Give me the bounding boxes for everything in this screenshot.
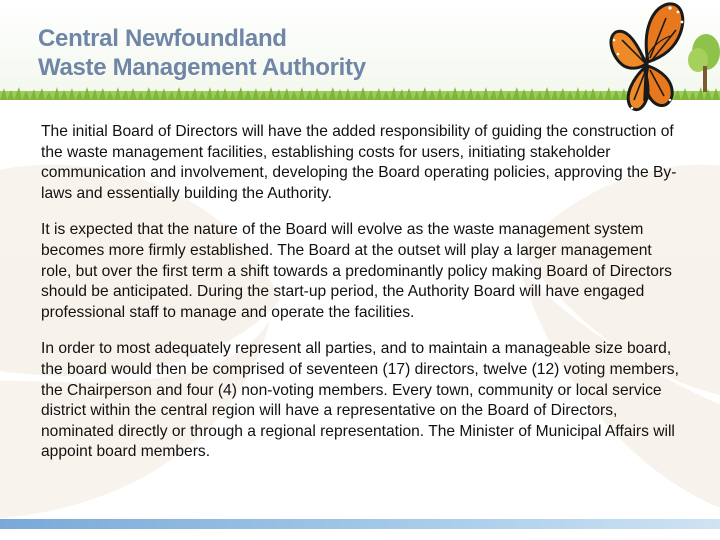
title-line-2: Waste Management Authority <box>38 54 366 81</box>
footer-bar <box>0 519 720 529</box>
paragraph-board-evolution: It is expected that the nature of the Board will evolve as the waste management system becomes more firmly established. The Board at the outset will play a larger management role, but over the first term a shift towards a predominantly policy making Board of Directors should be anticipated. During the start-up period, the Authority Board will have engaged professional staff to manage and operate the facilities. <box>41 221 672 321</box>
paragraph-board-responsibilities: The initial Board of Directors will have the added responsibility of guiding the construction of the waste management facilities, establishing costs for users, initiating stakeholder communication and involvement, developing the Board operating policies, approving the By-laws and essentially building the Authority. <box>41 123 677 202</box>
organization-title <box>38 24 366 82</box>
body-content <box>41 122 681 479</box>
title-line-1: Central Newfoundland <box>38 25 287 52</box>
monarch-butterfly-illustration <box>590 0 700 120</box>
paragraph-board-composition: In order to most adequately represent all parties, and to maintain a manageable size board, the board would then be comprised of seventeen (17) directors, twelve (12) voting members, the Chairperson and four (4) non-voting members. Every town, community or local service district within the central region will have a representative on the Board of Directors, nominated directly or through a regional representation. The Minister of Municipal Affairs will appoint board members. <box>41 340 679 461</box>
